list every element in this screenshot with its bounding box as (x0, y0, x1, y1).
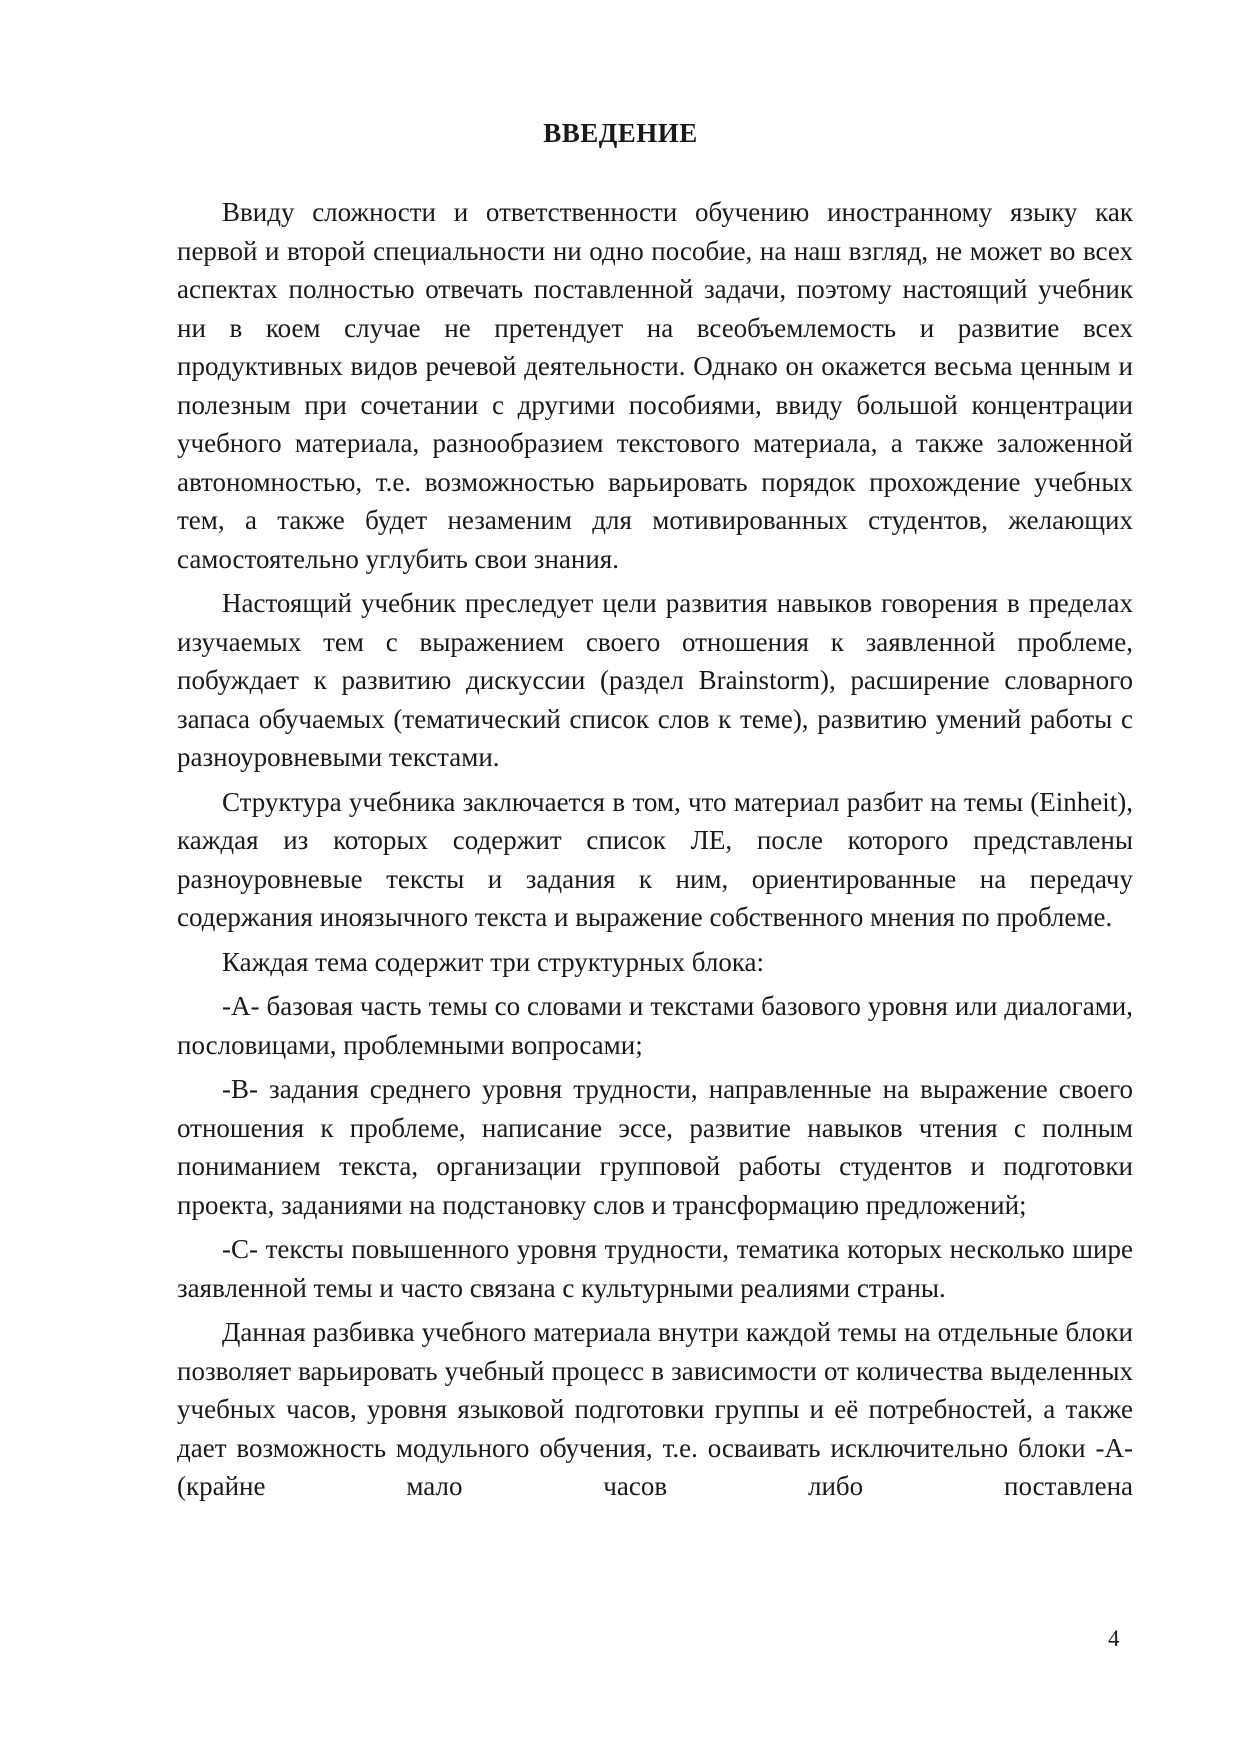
paragraph-intro: Ввиду сложности и ответственности обучению иностранному языку как первой и второй специальности ни одно пособие, на наш взгляд, не может во всех аспектах полностью отвечать поставленной задачи, поэтому настоящий учебник ни в коем случае не претендует на всеобъемлемость и развитие всех продуктивных видов речевой деятельности. Однако он окажется весьма ценным и полезным при сочетании с другими пособиями, ввиду большой концентрации учебного материала, разнообразием текстового материала, а также заложенной автономностью, т.е. возможностью варьировать порядок прохождение учебных тем, а также будет незаменим для мотивированных студентов, желающих самостоятельно углубить свои знания. (177, 197, 1133, 574)
paragraph-block-a: -A- базовая часть темы со словами и текстами базового уровня или диалогами, пословицами, проблемными вопросами; (177, 991, 1133, 1060)
paragraph-block-b: -B- задания среднего уровня трудности, направленные на выражение своего отношения к проблеме, написание эссе, развитие навыков чтения с полным пониманием текста, организации групповой работы студентов и подготовки проекта, заданиями на подстановку слов и трансформацию предложений; (177, 1074, 1133, 1220)
paragraph-blocks-intro: Каждая тема содержит три структурных блока: (222, 946, 765, 977)
paragraph-block-c: -C- тексты повышенного уровня трудности, тематика которых несколько шире заявленной темы и часто связана с культурными реалиями страны. (177, 1234, 1133, 1303)
paragraph-structure: Структура учебника заключается в том, что материал разбит на темы (Einheit), каждая из которых содержит список ЛЕ, после которого представлены разноуровневые тексты и задания к ним, ориентированные на передачу содержания иноязычного текста и выражение собственного мнения по проблеме. (177, 786, 1133, 932)
paragraph-breakdown: Данная разбивка учебного материала внутри каждой темы на отдельные блоки позволяет варьировать учебный процесс в зависимости от количества выделенных учебных часов, уровня языковой подготовки группы и её потребностей, а также дает возможность модульного обучения, т.е. осваивать исключительно блоки -А- (крайне мало часов либо поставлена (177, 1317, 1133, 1501)
page-title: ВВЕДЕНИЕ (543, 118, 698, 148)
body-text (177, 193, 1133, 1506)
paragraph-goals: Настоящий учебник преследует цели развития навыков говорения в пределах изучаемых тем с выражением своего отношения к заявленной проблеме, побуждает к развитию дискуссии (раздел Brainstorm), расширение словарного запаса обучаемых (тематический список слов к теме), развитию умений работы с разноуровневыми текстами. (177, 588, 1133, 772)
page-number: 4 (1108, 1626, 1120, 1651)
